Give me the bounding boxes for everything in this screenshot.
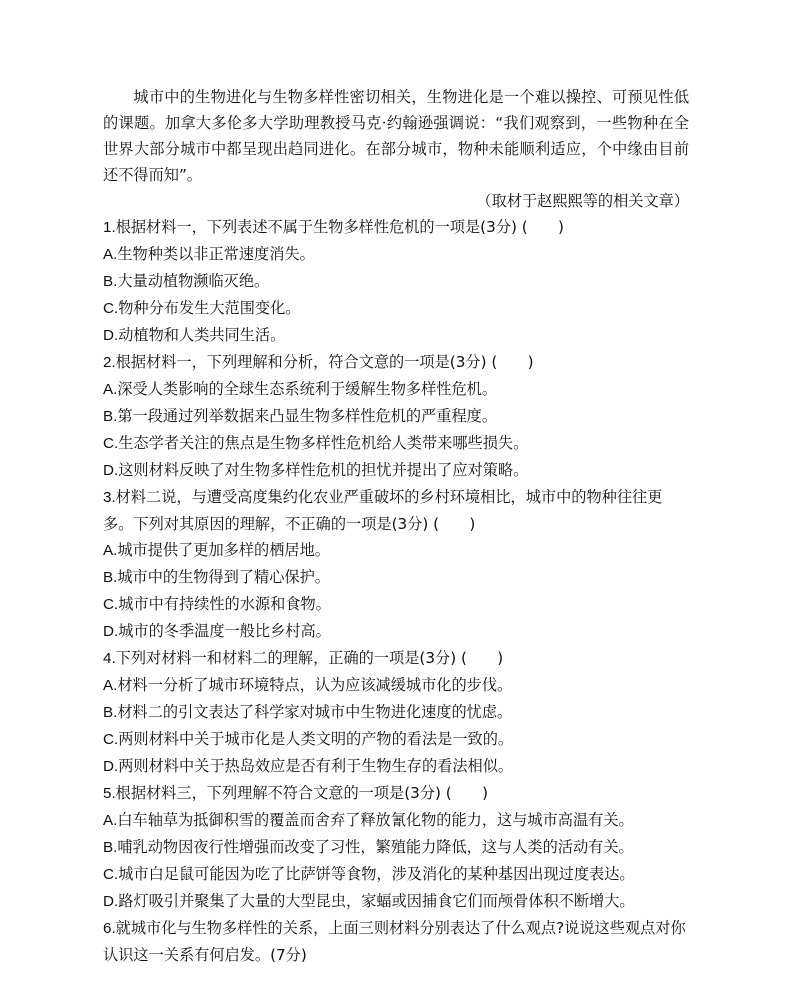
document-page (103, 84, 689, 968)
question-6 (103, 915, 689, 968)
option-a: A.城市提供了更加多样的栖居地。 (103, 541, 330, 559)
question-number: 3. (103, 489, 116, 506)
question-text: 根据材料一，下列表述不属于生物多样性危机的一项是(3分) ( ) (115, 218, 564, 236)
option-b: B.哺乳动物因夜行性增强而改变了习性，繁殖能力降低，这与人类的活动有关。 (103, 838, 634, 856)
option-a: A.白车轴草为抵御积雪的覆盖而舍弃了释放氰化物的能力，这与城市高温有关。 (103, 811, 634, 829)
option-d: D.路灯吸引并聚集了大量的大型昆虫，家蝠或因捕食它们而颅骨体积不断增大。 (103, 892, 635, 910)
option-c: C.城市中有持续性的水源和食物。 (103, 595, 331, 613)
option-b: B.材料二的引文表达了科学家对城市中生物进化速度的忧虑。 (103, 703, 513, 721)
option-b: B.大量动植物濒临灭绝。 (103, 272, 270, 290)
question-text: 下列对材料一和材料二的理解，正确的一项是(3分) ( ) (115, 649, 504, 667)
option-d: D.这则材料反映了对生物多样性危机的担忧并提出了应对策略。 (103, 461, 529, 479)
question-2 (103, 349, 689, 484)
passage-source: （取材于赵熙熙等的相关文章） (476, 192, 689, 210)
option-a: A.生物种类以非正常速度消失。 (103, 245, 315, 263)
option-d: D.两则材料中关于热岛效应是否有利于生物生存的看法相似。 (103, 757, 514, 775)
option-c: C.两则材料中关于城市化是人类文明的产物的看法是一致的。 (103, 730, 514, 748)
question-text: 材料二说，与遭受高度集约化农业严重破坏的乡村环境相比，城市中的物种往往更多。下列对其原因的理解，不正确的一项是(3分) ( ) (103, 488, 663, 533)
option-c: C.物种分布发生大范围变化。 (103, 299, 301, 317)
option-d: D.动植物和人类共同生活。 (103, 326, 286, 344)
question-number: 1. (103, 219, 116, 236)
question-text: 就城市化与生物多样性的关系，上面三则材料分别表达了什么观点?说说这些观点对你认识这一关系有何启发。(7分) (103, 919, 686, 964)
option-c: C.生态学者关注的焦点是生物多样性危机给人类带来哪些损失。 (103, 434, 529, 452)
option-b: B.城市中的生物得到了精心保护。 (103, 568, 330, 586)
question-4 (103, 645, 689, 780)
question-1 (103, 214, 689, 349)
question-3 (103, 484, 689, 645)
question-number: 6. (103, 920, 116, 937)
option-a: A.材料一分析了城市环境特点，认为应该减缓城市化的步伐。 (103, 676, 513, 694)
option-b: B.第一段通过列举数据来凸显生物多样性危机的严重程度。 (103, 407, 498, 425)
question-text: 根据材料三，下列理解不符合文意的一项是(3分) ( ) (115, 784, 488, 802)
question-number: 5. (103, 785, 116, 802)
option-a: A.深受人类影响的全球生态系统利于缓解生物多样性危机。 (103, 380, 498, 398)
passage-paragraph: 城市中的生物进化与生物多样性密切相关，生物进化是一个难以操控、可预见性低的课题。加拿大多伦多大学助理教授马克·约翰逊强调说：“我们观察到，一些物种在全世界大部分城市中都呈现出趋同进化。在部分城市，物种未能顺利适应，个中缘由目前还不得而知”。 (103, 88, 689, 184)
question-5 (103, 780, 689, 915)
question-text: 根据材料一，下列理解和分析，符合文意的一项是(3分) ( ) (115, 353, 534, 371)
question-number: 2. (103, 354, 116, 371)
option-c: C.城市白足鼠可能因为吃了比萨饼等食物，涉及消化的某种基因出现过度表达。 (103, 865, 635, 883)
question-number: 4. (103, 650, 116, 667)
option-d: D.城市的冬季温度一般比乡村高。 (103, 622, 331, 640)
